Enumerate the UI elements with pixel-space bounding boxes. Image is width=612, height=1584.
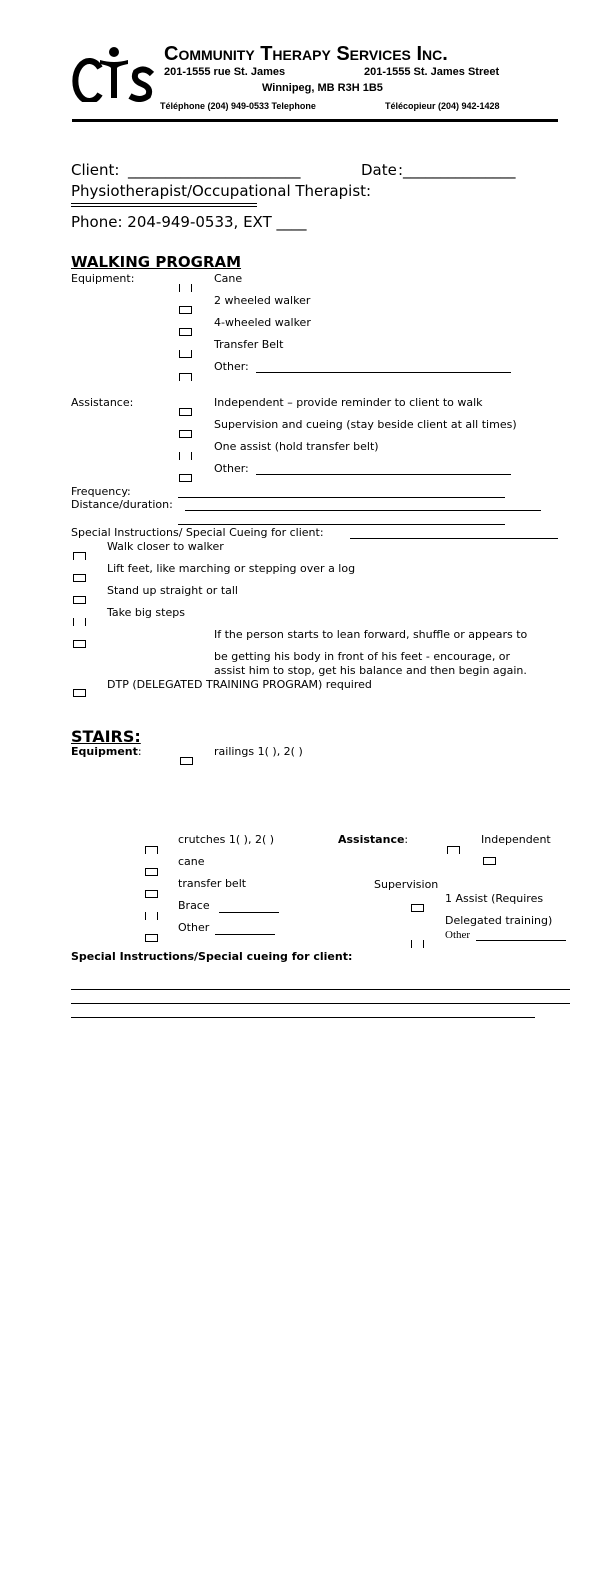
equipment-other-label: Other: (214, 360, 249, 373)
brace-field[interactable] (219, 912, 279, 913)
dtp-label: DTP (DELEGATED TRAINING PROGRAM) required (107, 678, 372, 691)
two-wheeled-walker-checkbox[interactable] (179, 306, 192, 314)
lean-note-line-1: If the person starts to lean forward, shuffle or appears to (214, 628, 528, 641)
distance-field-extra-line[interactable] (178, 524, 505, 525)
frequency-field[interactable] (178, 497, 505, 498)
two-wheeled-walker-label: 2 wheeled walker (214, 294, 311, 307)
stairs-supervision-checkbox[interactable] (411, 904, 424, 912)
stairs-equipment-label (71, 745, 142, 758)
stairs-independent-label: Independent (481, 833, 551, 846)
walk-closer-label: Walk closer to walker (107, 540, 224, 553)
therapist-label: Physiotherapist/Occupational Therapist: (71, 182, 372, 200)
city-postal: Winnipeg, MB R3H 1B5 (262, 82, 383, 94)
phone-label: Phone: 204-949-0533, EXT ____ (71, 213, 307, 231)
stairs-special-instructions-label: Special Instructions/Special cueing for client: (71, 950, 353, 963)
stairs-independent-checkbox[interactable] (447, 846, 460, 854)
stairs-supervision-label: Supervision (374, 878, 439, 891)
assistance-other-checkbox[interactable] (179, 474, 192, 482)
therapist-field-underline (71, 206, 257, 207)
one-assist-line-1: 1 Assist (Requires (445, 892, 544, 905)
assistance-other-label: Other: (214, 462, 249, 475)
one-assist-checkbox[interactable] (179, 452, 192, 460)
stairs-assistance-other-label: Other (445, 929, 471, 941)
stairs-one-assist-checkbox[interactable] (411, 940, 424, 948)
stairs-cane-label: cane (178, 855, 205, 868)
stairs-transfer-belt-label: transfer belt (178, 877, 247, 890)
railings-label: railings 1( ), 2( ) (214, 745, 303, 758)
stairs-equipment-colon: : (137, 745, 142, 758)
stairs-transfer-belt-checkbox[interactable] (145, 890, 158, 898)
equipment-other-field[interactable] (256, 372, 511, 373)
walk-closer-checkbox[interactable] (73, 552, 86, 560)
frequency-label: Frequency: (71, 485, 131, 498)
cane-label: Cane (214, 272, 243, 285)
date-label: Date (361, 161, 397, 179)
big-steps-label: Take big steps (107, 606, 185, 619)
crutches-label: crutches 1( ), 2( ) (178, 833, 275, 846)
stairs-equipment-other-label: Other (178, 921, 210, 934)
fax-number: Télécopieur (204) 942-1428 (385, 101, 500, 111)
stairs-cane-checkbox[interactable] (145, 868, 158, 876)
stairs-assistance-other-field[interactable] (476, 940, 566, 941)
dtp-checkbox[interactable] (73, 689, 86, 697)
crutches-checkbox[interactable] (145, 846, 158, 854)
transfer-belt-label: Transfer Belt (214, 338, 284, 351)
stand-up-label: Stand up straight or tall (107, 584, 238, 597)
railings-checkbox[interactable] (180, 757, 193, 765)
transfer-belt-checkbox[interactable] (179, 350, 192, 358)
stairs-assistance-colon: : (404, 833, 409, 846)
lift-feet-checkbox[interactable] (73, 574, 86, 582)
four-wheeled-walker-label: 4-wheeled walker (214, 316, 311, 329)
equipment-other-checkbox[interactable] (179, 373, 192, 381)
walking-assistance-label: Assistance: (71, 396, 134, 409)
supervision-checkbox[interactable] (179, 430, 192, 438)
lean-note-line-3: assist him to stop, get his balance and then begin again. (214, 664, 527, 677)
client-field[interactable]: _______________________ (128, 161, 301, 179)
brace-checkbox[interactable] (145, 912, 158, 920)
walking-special-instructions-field[interactable] (350, 538, 558, 539)
stairs-independent-box[interactable] (483, 857, 496, 865)
address-english: 201-1555 St. James Street (364, 66, 500, 78)
stairs-heading: STAIRS: (71, 727, 141, 746)
stairs-equipment-label-text: Equipment (71, 745, 138, 758)
company-name: Community Therapy Services Inc. (164, 43, 448, 65)
independent-label: Independent – provide reminder to client to walk (214, 396, 483, 409)
phone-number: Téléphone (204) 949-0533 Telephone (160, 101, 316, 111)
big-steps-checkbox[interactable] (73, 618, 86, 626)
stairs-equipment-other-checkbox[interactable] (145, 934, 158, 942)
company-logo (70, 42, 158, 102)
assistance-other-field[interactable] (256, 474, 511, 475)
one-assist-line-2: Delegated training) (445, 914, 553, 927)
address-french: 201-1555 rue St. James (164, 66, 286, 78)
client-label: Client: (71, 161, 120, 179)
stairs-assistance-label-text: Assistance (338, 833, 405, 846)
lift-feet-label: Lift feet, like marching or stepping over a log (107, 562, 356, 575)
date-field[interactable]: :_______________ (398, 161, 516, 179)
stairs-equipment-other-field[interactable] (215, 934, 275, 935)
cane-checkbox[interactable] (179, 284, 192, 292)
stairs-instructions-line-2[interactable] (71, 1003, 570, 1004)
brace-label: Brace (178, 899, 210, 912)
lean-forward-checkbox[interactable] (73, 640, 86, 648)
four-wheeled-walker-checkbox[interactable] (179, 328, 192, 336)
independent-checkbox[interactable] (179, 408, 192, 416)
lean-note-line-2: be getting his body in front of his feet - encourage, or (214, 650, 511, 663)
stairs-assistance-label (338, 833, 408, 846)
stairs-instructions-line-1[interactable] (71, 989, 570, 990)
supervision-label: Supervision and cueing (stay beside client at all times) (214, 418, 517, 431)
distance-label: Distance/duration: (71, 498, 173, 511)
walking-program-heading: WALKING PROGRAM (71, 253, 242, 271)
stand-up-checkbox[interactable] (73, 596, 86, 604)
distance-field[interactable] (185, 510, 541, 511)
walking-equipment-label: Equipment: (71, 272, 135, 285)
walking-special-instructions-label: Special Instructions/ Special Cueing for client: (71, 526, 324, 539)
therapist-field[interactable] (71, 203, 257, 204)
letterhead-rule (72, 119, 558, 122)
one-assist-label: One assist (hold transfer belt) (214, 440, 379, 453)
stairs-instructions-line-3[interactable] (71, 1017, 535, 1018)
